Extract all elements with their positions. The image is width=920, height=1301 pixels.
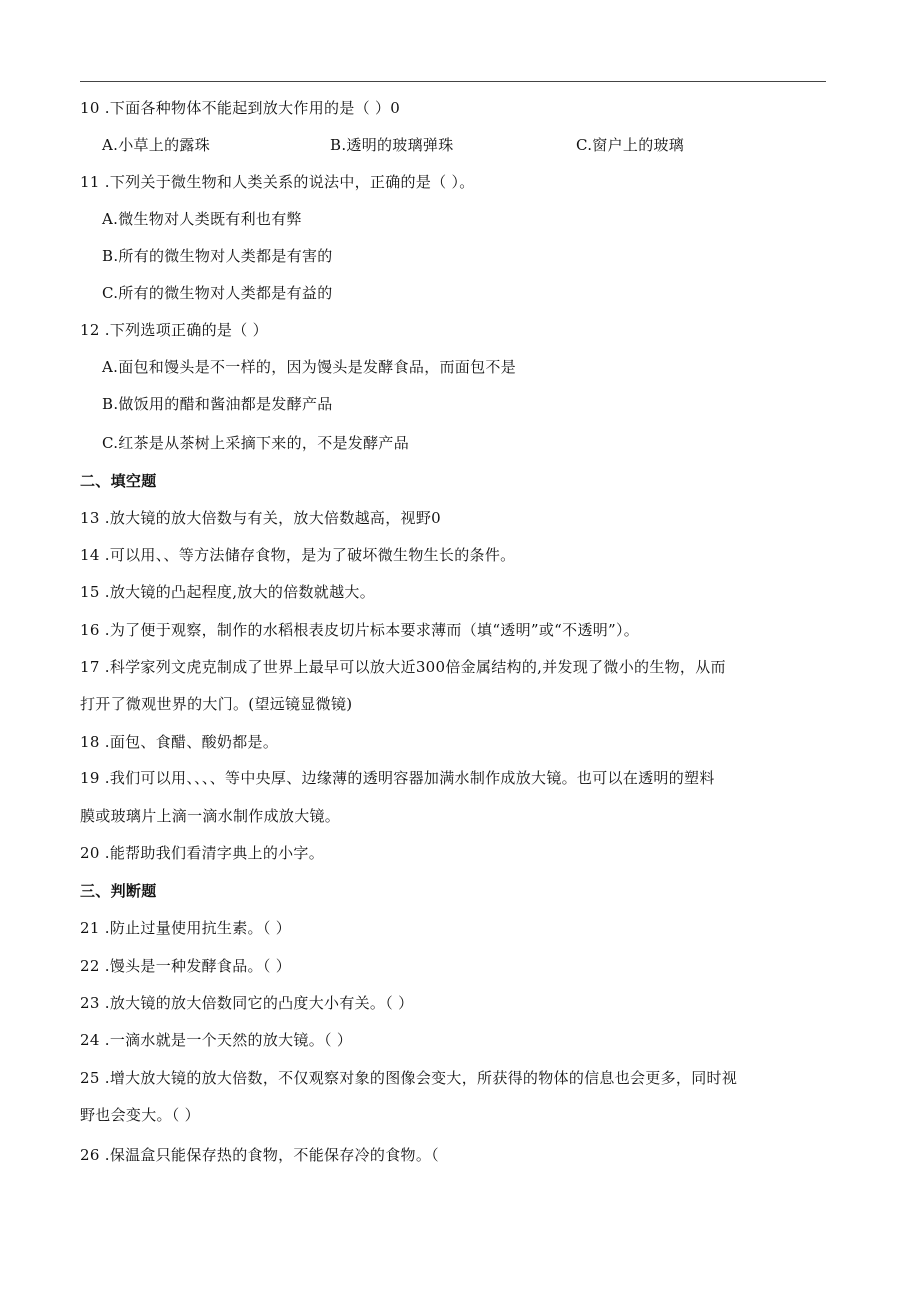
header-rule [80, 81, 826, 82]
question-10-option-a: A.小草上的露珠 [102, 136, 211, 154]
question-12-option-c: C.红茶是从茶树上采摘下来的，不是发酵产品 [102, 434, 410, 452]
question-14: 14 .可以用、、等方法储存食物，是为了破坏微生物生长的条件。 [80, 546, 516, 564]
question-25-line-2: 野也会变大。（ ） [80, 1106, 200, 1124]
question-12-option-b: B.做饭用的醋和酱油都是发酵产品 [102, 395, 333, 413]
question-11-option-c: C.所有的微生物对人类都是有益的 [102, 284, 333, 302]
question-16: 16 .为了便于观察，制作的水稻根表皮切片标本要求薄而（填“透明”或“不透明”）。 [80, 621, 640, 639]
question-12-option-a: A.面包和馒头是不一样的，因为馒头是发酵食品，而面包不是 [102, 358, 517, 376]
question-11-option-b: B.所有的微生物对人类都是有害的 [102, 247, 333, 265]
question-11-stem: 11 .下列关于微生物和人类关系的说法中，正确的是（ ）。 [80, 173, 475, 191]
question-17-line-1: 17 .科学家列文虎克制成了世界上最早可以放大近300倍金属结构的,并发现了微小的生物，从而 [80, 658, 726, 676]
question-22: 22 .馒头是一种发酵食品。（ ） [80, 957, 291, 975]
section-true-false-heading: 三、判断题 [80, 882, 157, 900]
question-11-option-a: A.微生物对人类既有利也有弊 [102, 210, 302, 228]
question-12-stem: 12 .下列选项正确的是（ ） [80, 321, 268, 339]
question-21: 21 .防止过量使用抗生素。（ ） [80, 919, 291, 937]
question-23: 23 .放大镜的放大倍数同它的凸度大小有关。（ ） [80, 994, 414, 1012]
question-13: 13 .放大镜的放大倍数与有关，放大倍数越高，视野0 [80, 509, 441, 527]
question-18: 18 .面包、食醋、酸奶都是。 [80, 733, 279, 751]
question-19-line-1: 19 .我们可以用、、、、等中央厚、边缘薄的透明容器加满水制作成放大镜。也可以在透明的塑料 [80, 769, 715, 787]
question-26: 26 .保温盒只能保存热的食物，不能保存冷的食物。（ [80, 1146, 439, 1164]
question-25-line-1: 25 .增大放大镜的放大倍数，不仅观察对象的图像会变大，所获得的物体的信息也会更多，同时视 [80, 1069, 738, 1087]
question-10-option-c: C.窗户上的玻璃 [576, 136, 685, 154]
question-10-option-b: B.透明的玻璃弹珠 [330, 136, 454, 154]
question-17-line-2: 打开了微观世界的大门。(望远镜显微镜) [80, 695, 353, 713]
question-15: 15 .放大镜的凸起程度,放大的倍数就越大。 [80, 583, 375, 601]
question-10-stem: 10 .下面各种物体不能起到放大作用的是（ ）0 [80, 99, 401, 117]
question-19-line-2: 膜或玻璃片上滴一滴水制作成放大镜。 [80, 807, 341, 825]
section-fill-in-heading: 二、填空题 [80, 472, 157, 490]
question-20: 20 .能帮助我们看清字典上的小字。 [80, 844, 325, 862]
question-24: 24 .一滴水就是一个天然的放大镜。（ ） [80, 1031, 353, 1049]
